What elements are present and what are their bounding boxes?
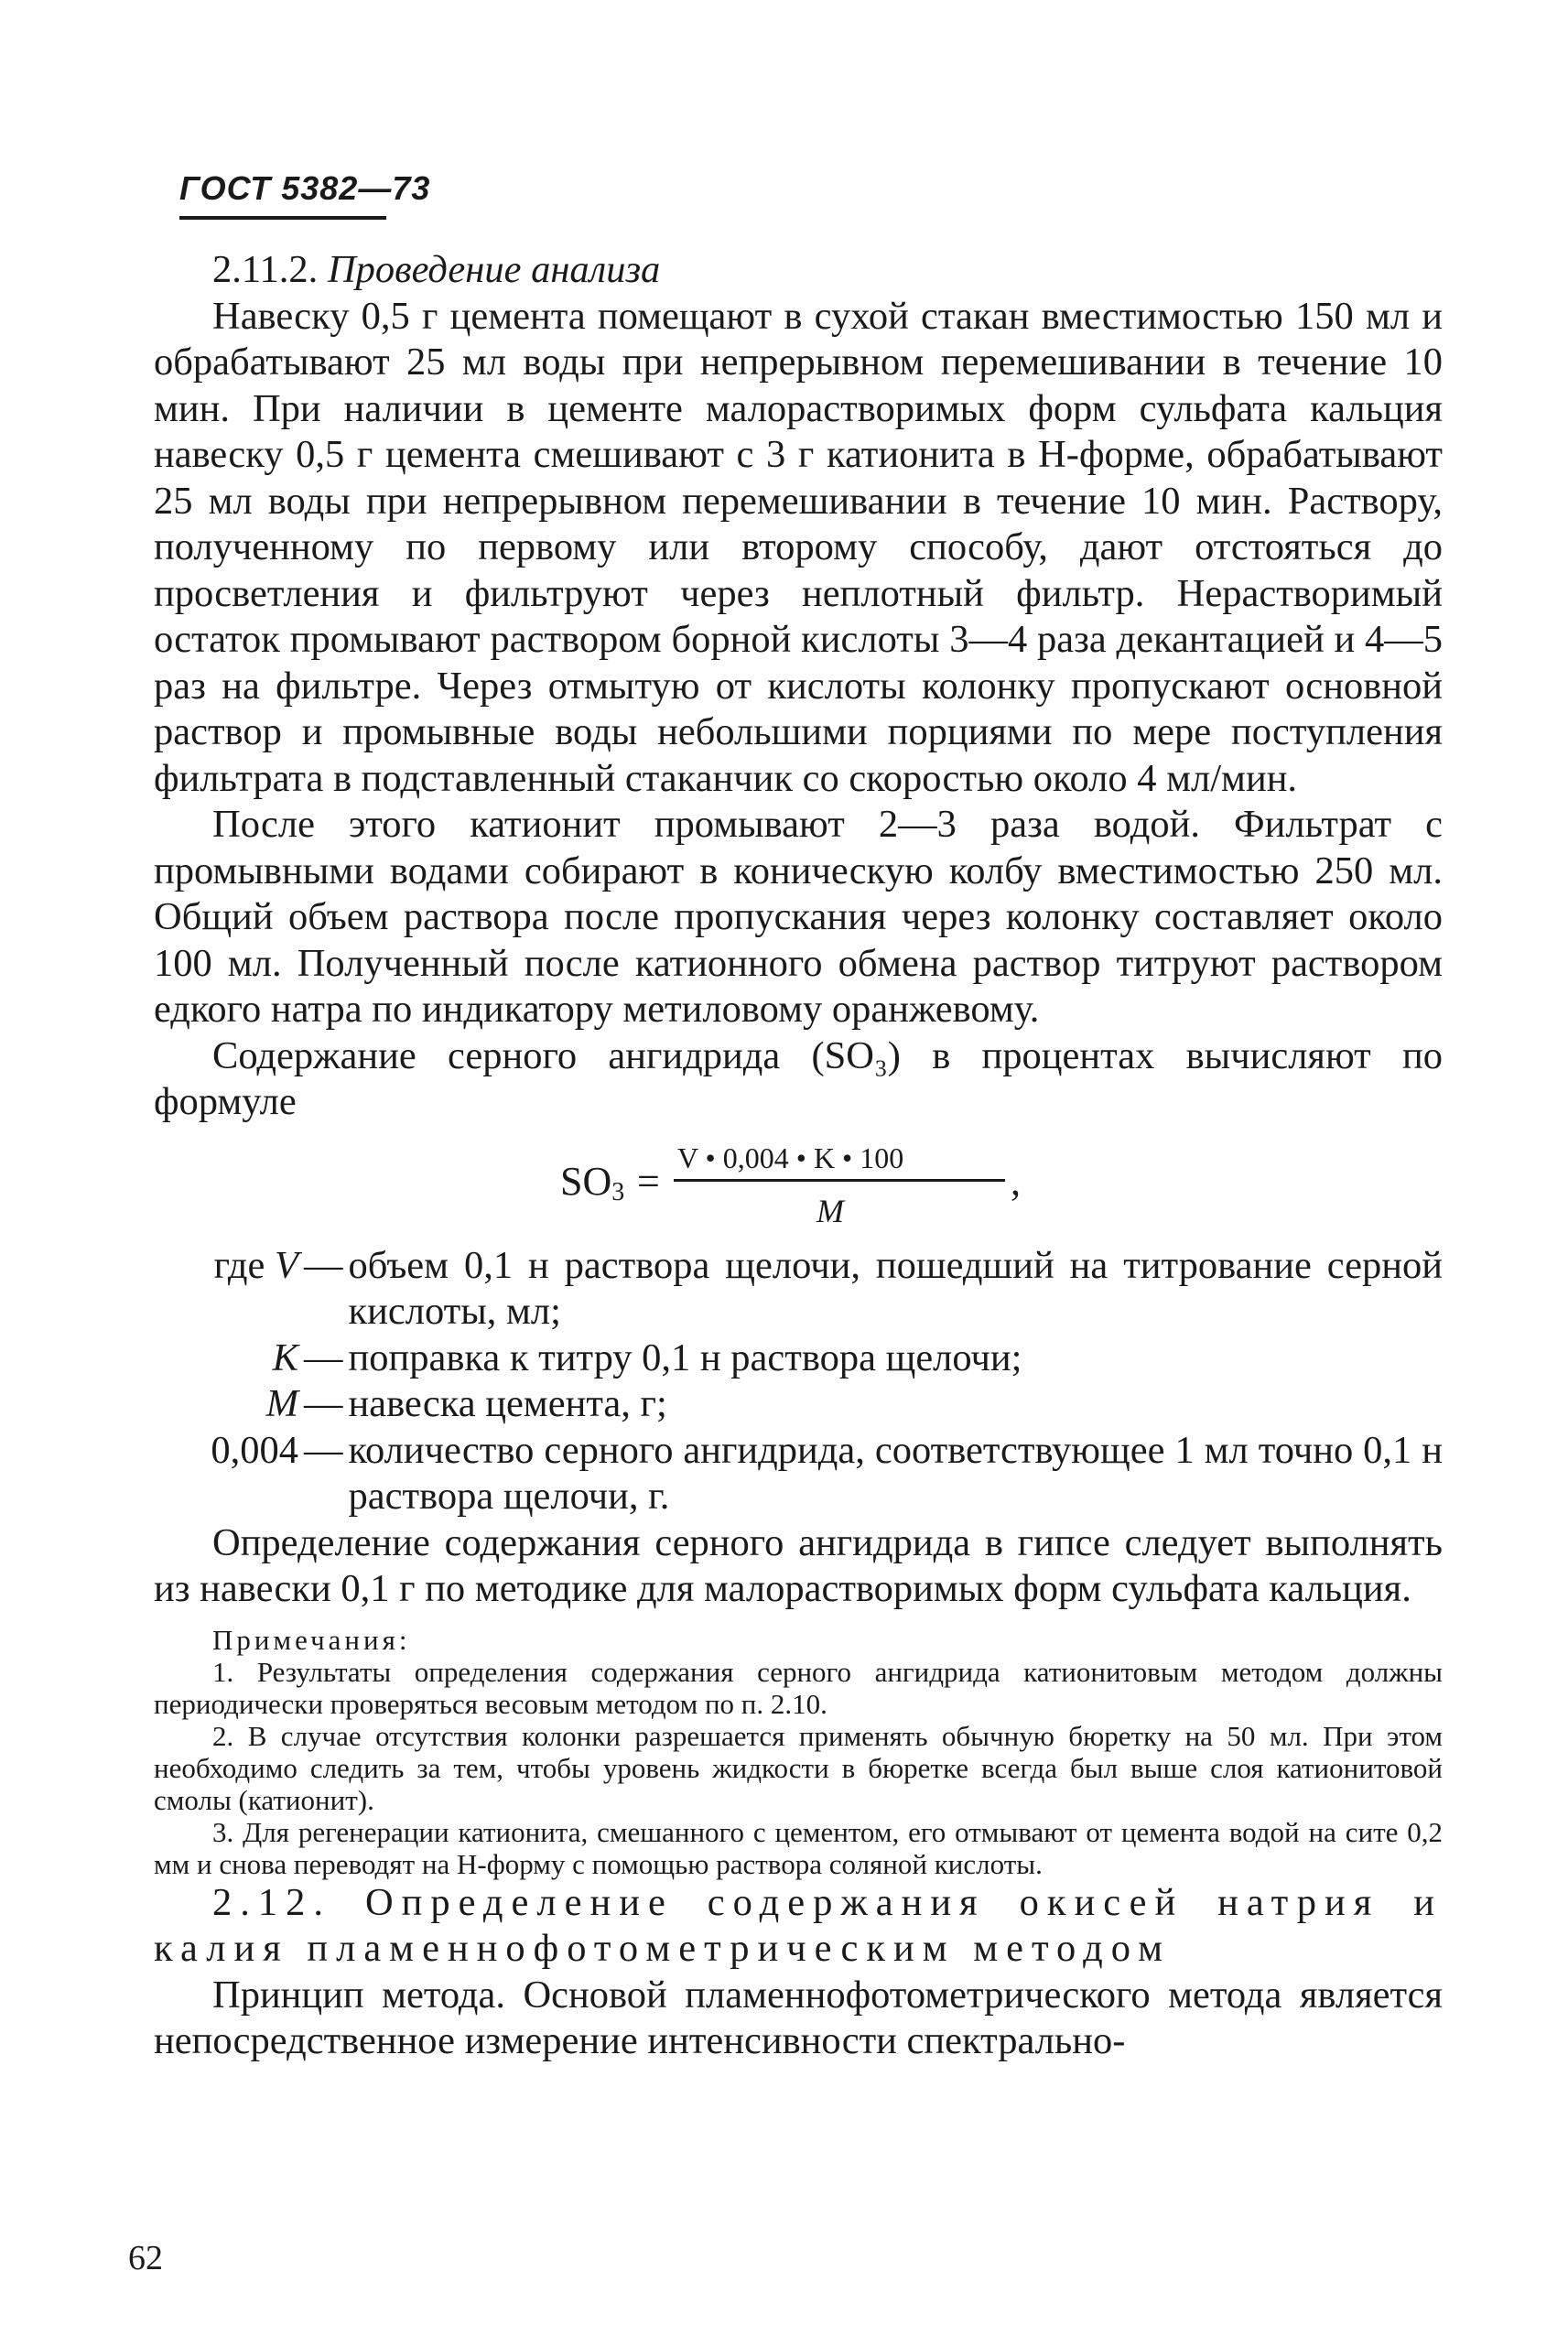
definition-text: количество серного ангидрида, соответствующее 1 мл точно 0,1 н раствора щелочи, г. [348,1428,1443,1518]
formula-denominator: M [816,1192,844,1229]
notes-block [154,1624,1443,1880]
definition-symbol: V [275,1243,298,1287]
definition-text: поправка к титру 0,1 н раствора щелочи; [348,1336,1022,1379]
section-title: Проведение анализа [327,248,661,291]
paragraph-method-principle: Принцип метода. Основой пламеннофотометрического метода является непосредственное измерение интенсивности спектрально- [154,1973,1443,2062]
note-item: 2. В случае отсутствия колонки разрешается применять обычную бюретку на 50 мл. При этом необходимо следить за тем, чтобы уровень жидкости в бюретке всегда был выше слоя катионитовой смолы (катионит). [154,1719,1443,1816]
formula-numerator: V • 0,004 • K • 100 [677,1141,904,1174]
fraction-bar [674,1179,1005,1182]
section-number: 2.11.2. [212,248,319,291]
formula-equals: = [637,1158,660,1204]
formula-lhs: $SO_3$ [560,1158,625,1206]
paragraph-procedure: Навеску 0,5 г цемента помещают в сухой стакан вместимостью 150 мл и обрабатывают 25 мл воды при непрерывном перемешивании в течение 10 мин. При наличии в цементе малорастворимых форм сульфата кальция навеску 0,5 г цемента смешивают с 3 г катионита в Н-форме, обрабатывают 25 мл воды при непрерывном перемешивании в течение 10 мин. Раствору, полученному по первому или второму способу, дают отстояться до просветления и фильтруют через неплотный фильтр. Нерастворимый остаток промывают раствором борной кислоты 3—4 раза декантацией и 4—5 раз на фильтре. Через отмытую от кислоты колонку пропускают основной раствор и промывные воды небольшими порциями по мере поступления фильтрата в подставленный стаканчик со скоростью около 4 мл/мин. [154,294,1443,800]
note-item: 3. Для регенерации катионита, смешанного с цементом, его отмывают от цемента водой на сите 0,2 мм и снова переводят на Н-форму с помощью раствора соляной кислоты. [154,1815,1443,1880]
section-title: Определение содержания окисей натрия и калия пламеннофотометрическим методом [154,1880,1443,1970]
paragraph-gypsum: Определение содержания серного ангидрида в гипсе следует выполнять из навески 0,1 г по методике для малорастворимых форм сульфата кальция. [154,1520,1443,1610]
formula-comma: , [1011,1158,1021,1204]
where-word: где [213,1243,265,1287]
gost-header: ГОСТ 5382—73 [179,169,431,207]
definition-dash: — [304,1382,343,1425]
definition-m [154,1381,1443,1428]
definition-dash: — [304,1428,343,1472]
definition-dash: — [304,1336,343,1379]
definition-0-004 [154,1428,1443,1520]
definition-v [154,1243,1443,1336]
definition-k [154,1336,1443,1382]
page-number: 62 [128,2239,163,2277]
paragraph-cationite-wash: После этого катионит промывают 2—3 раза водой. Фильтрат с промывными водами собирают в коническую колбу вместимостью 250 мл. Общий объем раствора после пропускания через колонку составляет около 100 мл. Полученный после катионного обмена раствор титруют раствором едкого натра по индикатору метиловому оранжевому. [154,803,1443,1031]
definition-text: навеска цемента, г; [348,1382,667,1425]
section-heading-2-11-2 [154,247,1443,294]
section-number: 2.12. [212,1880,331,1924]
definition-symbol: 0,004 [211,1428,298,1472]
definition-dash: — [304,1243,343,1287]
paragraph-formula-intro: Содержание серного ангидрида (SO₃) в процентах вычисляют по формуле [154,1033,1443,1123]
note-item: 1. Результаты определения содержания серного ангидрида катионитовым методом должны периодически проверяться весовым методом по п. 2.10. [154,1655,1443,1720]
definition-symbol: K [272,1336,298,1379]
notes-title: Примечания: [212,1623,411,1656]
definition-text: объем 0,1 н раствора щелочи, пошедший на титрование серной кислоты, мл; [348,1243,1443,1333]
section-heading-2-12 [154,1880,1443,1973]
header-rule [179,216,386,220]
body-text [154,247,1443,2065]
definition-symbol: M [265,1382,298,1425]
so3-formula [154,1131,1443,1239]
